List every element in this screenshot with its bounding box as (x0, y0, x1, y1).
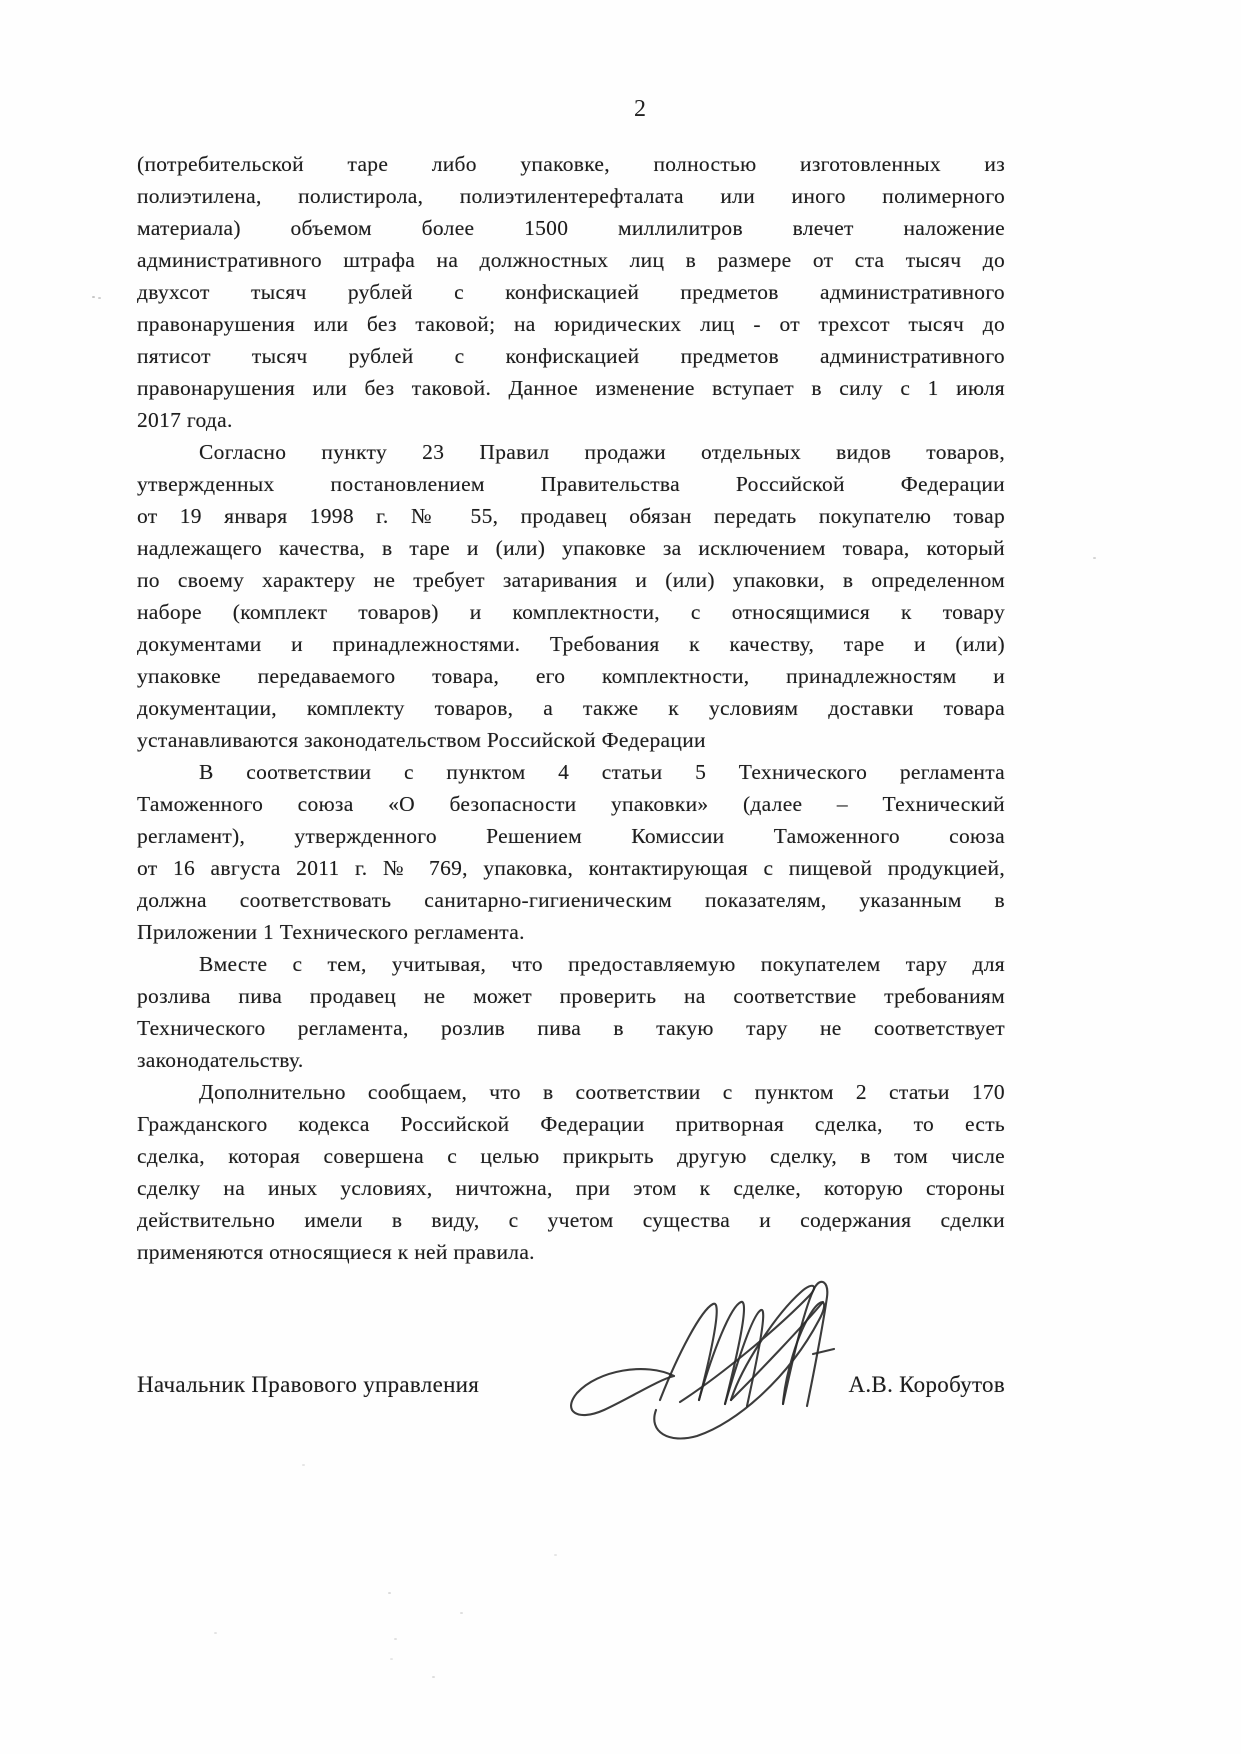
text-line: устанавливаются законодательством Российской Федерации (137, 728, 706, 752)
text-line: сделка, которая совершена с целью прикрыть другую сделку, в том числе (137, 1144, 1005, 1168)
scan-noise (92, 296, 95, 298)
text-line: законодательству. (137, 1048, 304, 1072)
text-line: В соответствии с пунктом 4 статьи 5 Технического регламента (199, 760, 1005, 784)
text-line: по своему характеру не требует затаривания и (или) упаковки, в определенном (137, 568, 1005, 592)
signatory-name: А.В. Коробутов (848, 1372, 1005, 1397)
text-line: административного штрафа на должностных лиц в размере от ста тысяч до (137, 248, 1005, 272)
text-line: упаковке передаваемого товара, его комплектности, принадлежностям и (137, 664, 1005, 688)
text-line: действительно имели в виду, с учетом существа и содержания сделки (137, 1208, 1005, 1232)
text-line: Таможенного союза «О безопасности упаковки» (далее – Технический (137, 792, 1005, 816)
handwritten-signature-icon (560, 1258, 856, 1448)
text-line: применяются относящиеся к ней правила. (137, 1240, 535, 1264)
letter-body (137, 148, 1005, 1268)
text-line: Приложении 1 Технического регламента. (137, 920, 525, 944)
text-line: правонарушения или без таковой. Данное изменение вступает в силу с 1 июля (137, 376, 1005, 400)
text-line: сделку на иных условиях, ничтожна, при этом к сделке, которую стороны (137, 1176, 1005, 1200)
text-line: Технического регламента, розлив пива в такую тару не соответствует (137, 1016, 1005, 1040)
text-line: от 16 августа 2011 г. № 769, упаковка, контактирующая с пищевой продукцией, (137, 856, 1005, 880)
text-line: 2017 года. (137, 408, 233, 432)
text-line: надлежащего качества, в таре и (или) упаковке за исключением товара, который (137, 536, 1005, 560)
text-line: (потребительской таре либо упаковке, полностью изготовленных из (137, 152, 1005, 176)
text-line: Гражданского кодекса Российской Федерации притворная сделка, то есть (137, 1112, 1005, 1136)
signatory-row (137, 1372, 1005, 1398)
text-line: пятисот тысяч рублей с конфискацией предметов административного (137, 344, 1005, 368)
text-line: регламент), утвержденного Решением Комиссии Таможенного союза (137, 824, 1005, 848)
paragraph (137, 148, 1005, 436)
text-line: Дополнительно сообщаем, что в соответствии с пунктом 2 статьи 170 (199, 1080, 1005, 1104)
signatory-title: Начальник Правового управления (137, 1372, 480, 1397)
text-line: документами и принадлежностями. Требования к качеству, таре и (или) (137, 632, 1005, 656)
page-number: 2 (634, 96, 646, 122)
text-line: полиэтилена, полистирола, полиэтилентерефталата или иного полимерного (137, 184, 1005, 208)
text-line: Вместе с тем, учитывая, что предоставляемую покупателем тару для (199, 952, 1005, 976)
paragraph (137, 948, 1005, 1076)
text-line: материала) объемом более 1500 миллилитров влечет наложение (137, 216, 1005, 240)
text-line: утвержденных постановлением Правительства Российской Федерации (137, 472, 1005, 496)
text-line: должна соответствовать санитарно-гигиеническим показателям, указанным в (137, 888, 1005, 912)
text-line: от 19 января 1998 г. № 55, продавец обязан передать покупателю товар (137, 504, 1005, 528)
text-line: правонарушения или без таковой; на юридических лиц - от трехсот тысяч до (137, 312, 1005, 336)
text-line: Согласно пункту 23 Правил продажи отдельных видов товаров, (199, 440, 1005, 464)
paragraph (137, 1076, 1005, 1268)
text-line: документации, комплекту товаров, а также к условиям доставки товара (137, 696, 1005, 720)
text-line: наборе (комплект товаров) и комплектности, с относящимися к товару (137, 600, 1005, 624)
text-line: розлива пива продавец не может проверить на соответствие требованиям (137, 984, 1005, 1008)
paragraph (137, 436, 1005, 756)
text-line: двухсот тысяч рублей с конфискацией предметов административного (137, 280, 1005, 304)
paragraph (137, 756, 1005, 948)
